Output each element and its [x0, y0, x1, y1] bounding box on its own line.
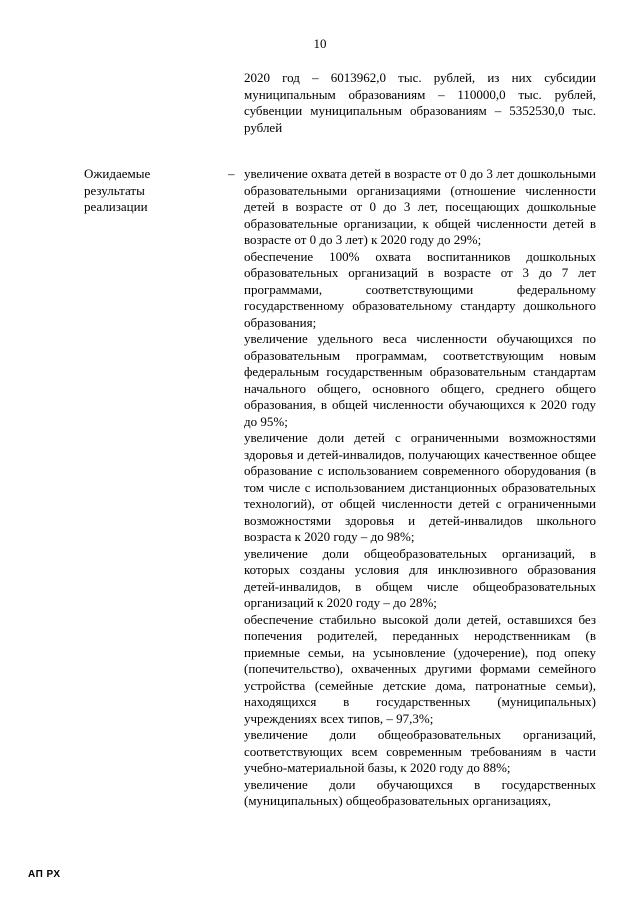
- result-item: увеличение удельного веса численности обучающихся по образовательным программам, соответствующим новым федеральным государственным образовательным стандартам начального общего, основного общего, среднего общего образования, в общей численности обучающихся к 2020 году до 95%;: [244, 331, 596, 429]
- result-item: увеличение охвата детей в возрасте от 0 до 3 лет дошкольными образовательными организациями (отношение численности детей в возрасте от 0 до 3 лет, посещающих дошкольные образовательные организации, к общей численности детей в возрасте от 0 до 3 лет) к 2020 году до 29%;: [244, 166, 596, 247]
- page-number: 10: [313, 36, 327, 51]
- funding-text-block: [244, 70, 596, 136]
- list-dash: –: [228, 166, 235, 181]
- result-item: увеличение доли детей с ограниченными возможностями здоровья и детей-инвалидов, получающих качественное общее образование с использованием современного оборудования (в том числе с использованием дистанционных образовательных технологий), от общей численности детей с ограниченными возможностями здоровья и детей-инвалидов школьного возраста к 2020 году – до 98%;: [244, 430, 596, 544]
- expected-results-list: [244, 166, 596, 810]
- result-item: обеспечение стабильно высокой доли детей, оставшихся без попечения родителей, переданных неродственникам (в приемные семьи, на усыновление (удочерение), под опеку (попечительство), охваченных другими формами семейного устройства (семейные детские дома, патронатные семьи), находящихся в государственных (муниципальных) учреждениях всех типов, – 97,3%;: [244, 611, 596, 726]
- result-item: увеличение доли обучающихся в государственных (муниципальных) общеобразовательных организациях,: [244, 776, 596, 808]
- result-item: увеличение доли общеобразовательных организаций, соответствующих всем современным требованиям в части учебно-материальной базы, к 2020 году до 88%;: [244, 727, 596, 775]
- result-item: увеличение доли общеобразовательных организаций, в которых созданы условия для инклюзивного образования детей-инвалидов, в общем числе общеобразовательных организаций к 2020 году – до 28%;: [244, 545, 596, 610]
- row-label: Ожидаемые результаты реализации: [84, 166, 151, 214]
- footer-stamp: АП РХ: [28, 869, 61, 880]
- row-label-cell: [84, 166, 204, 216]
- result-item: обеспечение 100% охвата воспитанников дошкольных образовательных организаций в возрасте от 3 до 7 лет программами, соответствующими федеральному государственному образовательному стандарту дошкольного образования;: [244, 248, 596, 330]
- funding-paragraph: 2020 год – 6013962,0 тыс. рублей, из них субсидии муниципальным образованиям – 110000,0 тыс. рублей, субвенции муниципальным образованиям – 5352530,0 тыс. рублей: [244, 70, 596, 135]
